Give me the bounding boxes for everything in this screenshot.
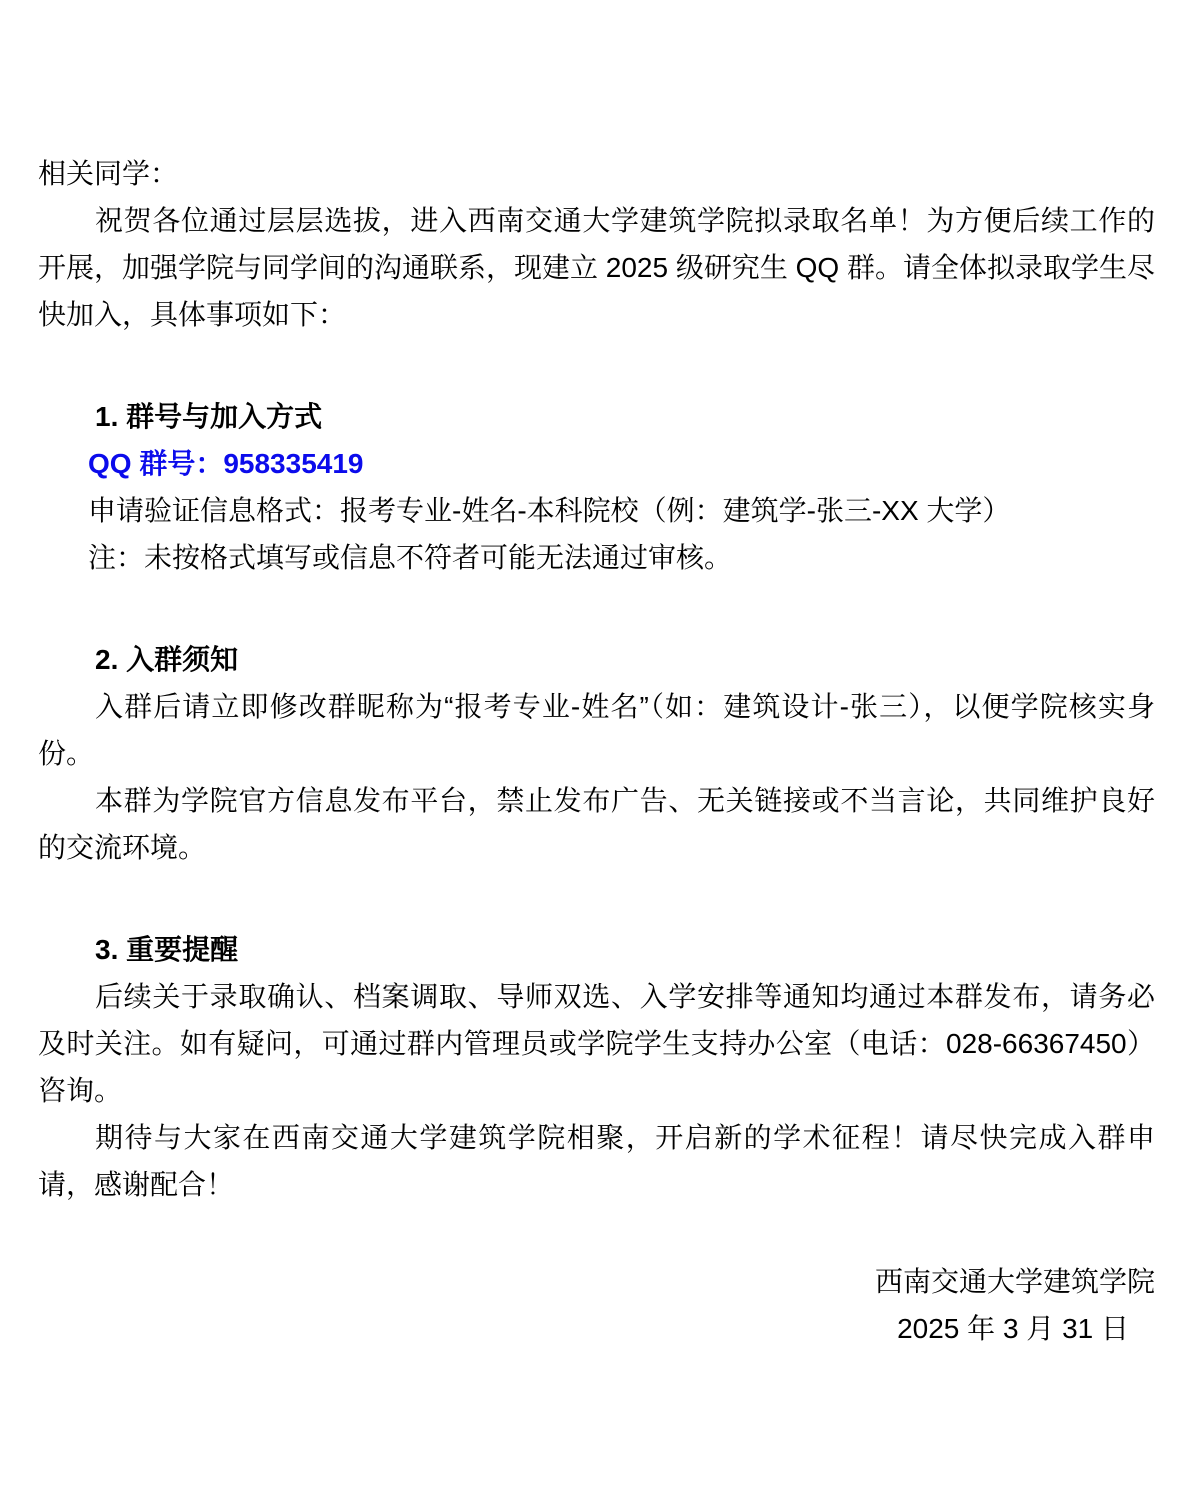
closing-paragraph: 期待与大家在西南交通大学建筑学院相聚，开启新的学术征程！请尽快完成入群申请，感谢配合！: [38, 1122, 1155, 1200]
section-2-heading: 2. 入群须知: [95, 644, 239, 675]
signature-organization: 西南交通大学建筑学院: [874, 1266, 1155, 1297]
section-1-heading: 1. 群号与加入方式: [95, 401, 323, 432]
platform-rule-paragraph: 本群为学院官方信息发布平台，禁止发布广告、无关链接或不当言论，共同维护良好的交流环境。: [38, 785, 1155, 863]
signature-block: [38, 1258, 1155, 1352]
signature-date: 2025 年 3 月 31 日: [897, 1313, 1129, 1344]
salutation: 相关同学：: [38, 158, 179, 189]
format-note-line: 注：未按格式填写或信息不符者可能无法通过审核。: [88, 542, 733, 573]
notices-channel-paragraph: 后续关于录取确认、档案调取、导师双选、入学安排等通知均通过本群发布，请务必及时关注。如有疑问，可通过群内管理员或学院学生支持办公室（电话：028-66367450）咨询。: [38, 981, 1155, 1106]
verification-format-line: 申请验证信息格式：报考专业-姓名-本科院校（例：建筑学-张三-XX 大学）: [88, 495, 1011, 526]
section-3-heading: 3. 重要提醒: [95, 934, 239, 965]
qq-group-number-line: QQ 群号：958335419: [88, 448, 364, 479]
intro-paragraph: 祝贺各位通过层层选拔，进入西南交通大学建筑学院拟录取名单！为方便后续工作的开展，加强学院与同学间的沟通联系，现建立 2025 级研究生 QQ 群。请全体拟录取学生尽快加入，具体事项如下：: [38, 205, 1155, 330]
nickname-rule-paragraph: 入群后请立即修改群昵称为“报考专业-姓名”（如：建筑设计-张三），以便学院核实身份。: [38, 691, 1155, 769]
